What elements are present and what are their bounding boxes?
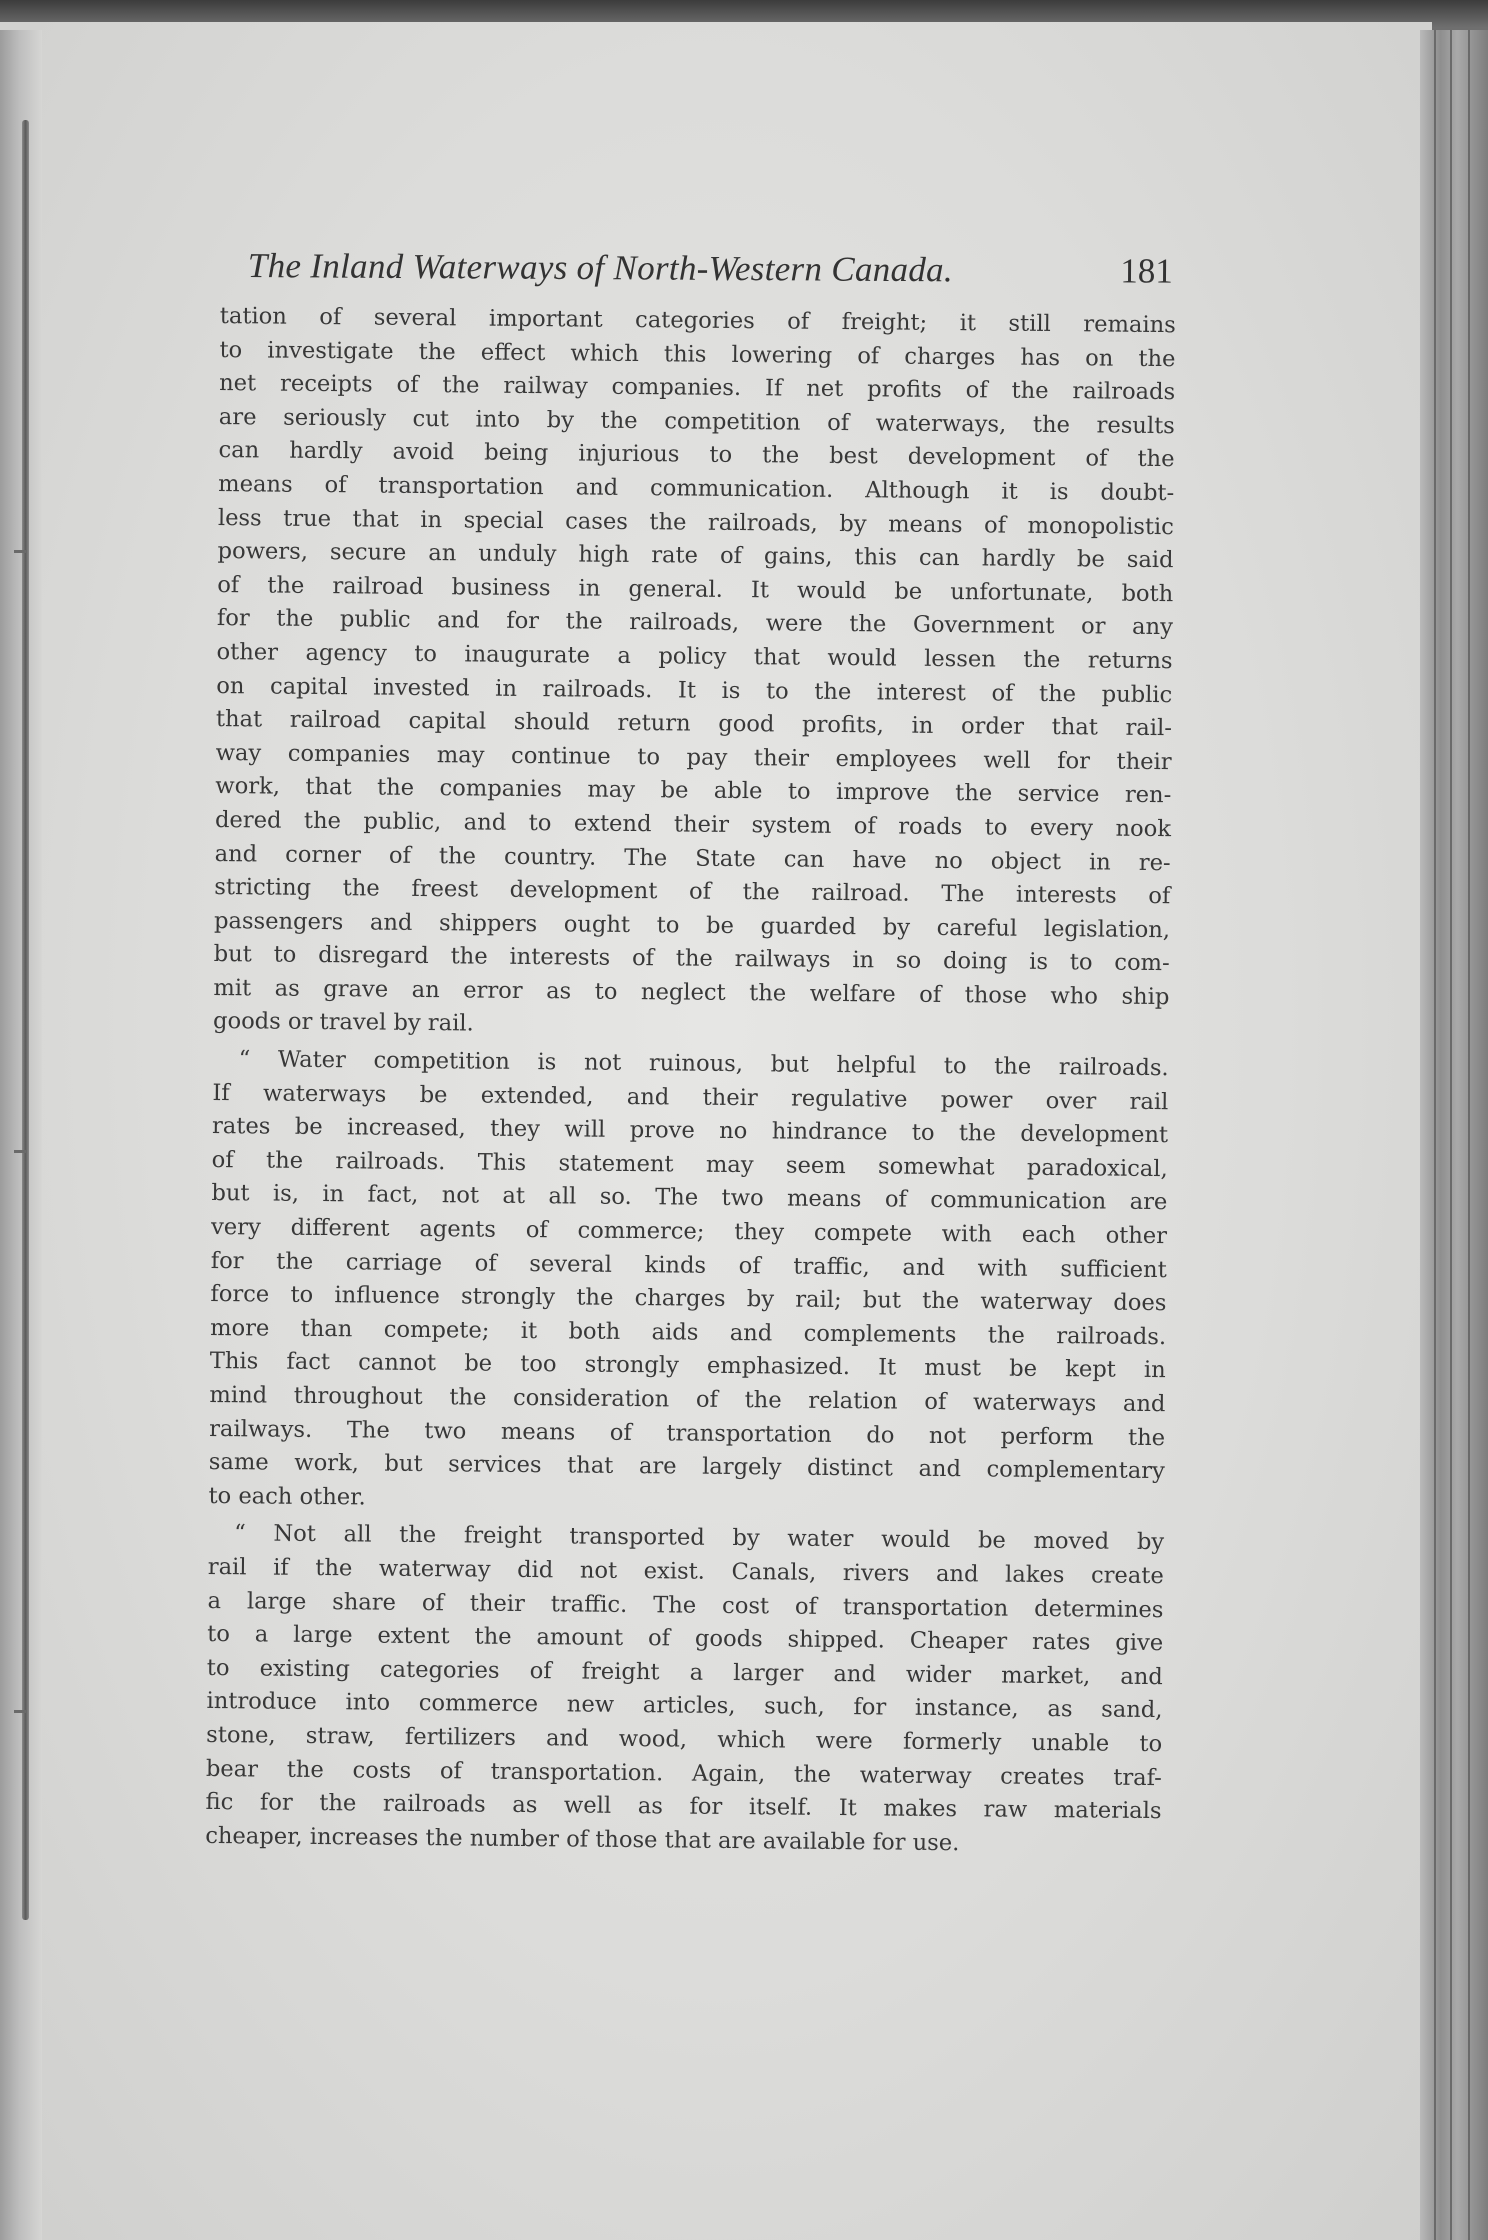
paragraph [205,1517,1164,1862]
text-line: railways. The two means of transportation do not perform the [209,1415,1166,1451]
text-line: fic for the railroads as well as for itself. It makes raw materials [205,1789,1162,1825]
page-edge-line [1450,30,1452,2240]
text-line: to existing categories of freight a larger and wider market, and [206,1654,1163,1690]
spine-mark [14,1710,26,1713]
running-title: The Inland Waterways of North-Western Canada. [247,246,954,290]
text-line: mind throughout the consideration of the relation of waterways and [209,1381,1166,1418]
text-line: way companies may continue to pay their employees well for their [215,739,1172,775]
paragraph [208,1043,1168,1522]
text-line: for the carriage of several kinds of traffic, and with sufficient [210,1247,1167,1283]
text-line: net receipts of the railway companies. If net profits of the railroads [219,370,1176,406]
text-line: force to influence strongly the charges by rail; but the waterway does [210,1281,1167,1317]
spine-binding-line [22,120,29,1920]
text-line: stone, straw, fertilizers and wood, which were formerly unable to [206,1721,1163,1758]
text-line: other agency to inaugurate a policy that would lessen the returns [216,638,1173,675]
text-line: a large share of their traffic. The cost of transportation determines [207,1587,1164,1623]
text-line: more than compete; it both aids and complements the railroads. [210,1314,1167,1350]
text-line: to a large extent the amount of goods shipped. Cheaper rates give [207,1621,1164,1657]
text-line: same work, but services that are largely distinct and complementary [208,1449,1165,1485]
text-line: goods or travel by rail. [212,1008,474,1037]
text-line: bear the costs of transportation. Again, the waterway creates traf- [205,1755,1162,1791]
page-edge-line [1468,30,1470,2240]
book-spine-left [0,30,42,2240]
text-line: passengers and shippers ought to be guarded by careful legislation, [213,907,1171,943]
paragraph [213,300,1176,1048]
text-line: means of transportation and communication. Although it is doubt- [218,470,1175,507]
body-text [205,300,1176,1862]
spine-mark [14,550,26,553]
text-line: dered the public, and to extend their system of roads to every nook [214,806,1172,843]
text-line: powers, secure an unduly high rate of gains, this can hardly be said [217,538,1174,574]
text-line: very different agents of commerce; they compete with each other [210,1213,1168,1250]
text-line: can hardly avoid being injurious to the best development of the [218,437,1175,473]
text-line: If waterways be extended, and their regulative power over rail [212,1079,1169,1115]
text-line: introduce into commerce new articles, such, for instance, as sand, [206,1688,1163,1724]
text-line: that railroad capital should return good profits, in order that rail- [215,706,1173,742]
text-line: but is, in fact, not at all so. The two means of communication are [211,1180,1168,1216]
text-line: rail if the waterway did not exist. Canals, rivers and lakes create [207,1553,1164,1590]
text-line: to investigate the effect which this lowering of charges has on the [219,336,1176,372]
text-line: rates be increased, they will prove no hindrance to the development [211,1113,1169,1149]
running-header [248,246,1173,302]
text-line: are seriously cut into by the competition of waterways, the results [218,403,1175,439]
text-line: cheaper, increases the number of those that are available for use. [205,1822,960,1856]
spine-mark [14,1150,26,1153]
page-edges-right [1420,30,1488,2240]
page-number: 181 [1120,251,1173,291]
text-line: of the railroads. This statement may seem somewhat paradoxical, [211,1146,1168,1182]
text-line: to each other. [208,1482,366,1511]
text-line: “ Not all the freight transported by water would be moved by [234,1520,1165,1556]
page-edge-line [1434,30,1436,2240]
text-line: This fact cannot be too strongly emphasized. It must be kept in [209,1348,1166,1384]
text-line: work, that the companies may be able to improve the service ren- [215,773,1172,809]
text-line: but to disregard the interests of the railways in so doing is to com- [213,941,1170,977]
text-line: tation of several important categories of freight; it still remains [219,302,1176,339]
text-line: “ Water competition is not ruinous, but helpful to the railroads. [238,1046,1169,1082]
text-line: for the public and for the railroads, were the Government or any [216,605,1174,641]
text-line: of the railroad business in general. It would be unfortunate, both [217,571,1174,607]
text-line: and corner of the country. The State can have no object in re- [214,840,1171,876]
text-line: on capital invested in railroads. It is to the interest of the public [216,672,1173,708]
text-line: stricting the freest development of the railroad. The interests of [214,874,1171,910]
text-line: less true that in special cases the railroads, by means of monopolistic [217,504,1174,540]
text-line: mit as grave an error as to neglect the welfare of those who ship [213,974,1170,1011]
